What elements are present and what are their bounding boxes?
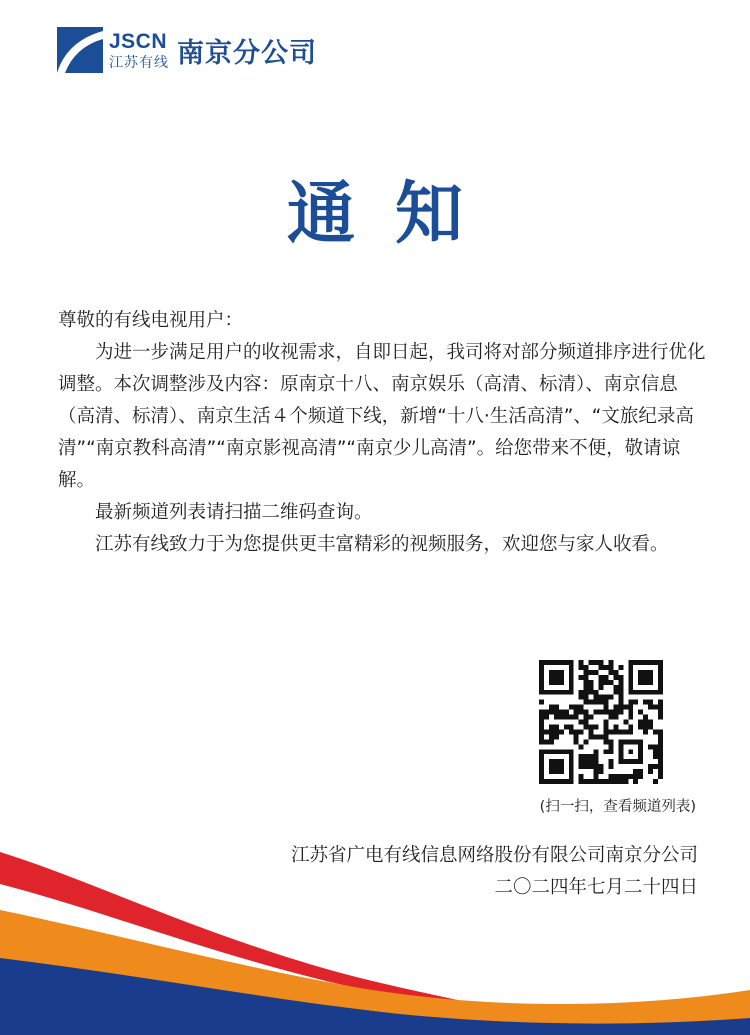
salutation: 尊敬的有线电视用户： xyxy=(58,310,244,331)
company-name: 江苏省广电有线信息网络股份有限公司南京分公司 xyxy=(290,845,698,866)
paragraph: 最新频道列表请扫描二维码查询。 xyxy=(95,502,373,523)
branch-name: 南京分公司 xyxy=(177,37,317,69)
issue-date: 二〇二四年七月二十四日 xyxy=(494,877,698,898)
qr-caption: (扫一扫，查看频道列表) xyxy=(539,799,696,815)
page-title: 通知 xyxy=(286,175,503,254)
paragraph: 江苏有线致力于为您提供更丰富精彩的视频服务，欢迎您与家人收看。 xyxy=(95,534,669,555)
jscn-logo-icon xyxy=(57,27,103,73)
logo-en: JSCN xyxy=(109,29,168,53)
decorative-waves xyxy=(0,840,750,1035)
notice-body xyxy=(58,305,708,561)
logo-text xyxy=(109,31,169,70)
qr-code-icon[interactable] xyxy=(539,660,663,784)
paragraph: 为进一步满足用户的收视需求，自即日起，我司将对部分频道排序进行优化调整。本次调整涉及内容：原南京十八、南京娱乐（高清、标清）、南京信息（高清、标清）、南京生活４个频道下线，新增“十八·生活高清”、“文旅纪录高清”“南京教科高清”“南京影视高清”“南京少儿高清”。给您带来不便，敬请谅解。 xyxy=(58,342,706,491)
logo-cn: 江苏有线 xyxy=(109,54,169,71)
letterhead xyxy=(57,24,317,76)
